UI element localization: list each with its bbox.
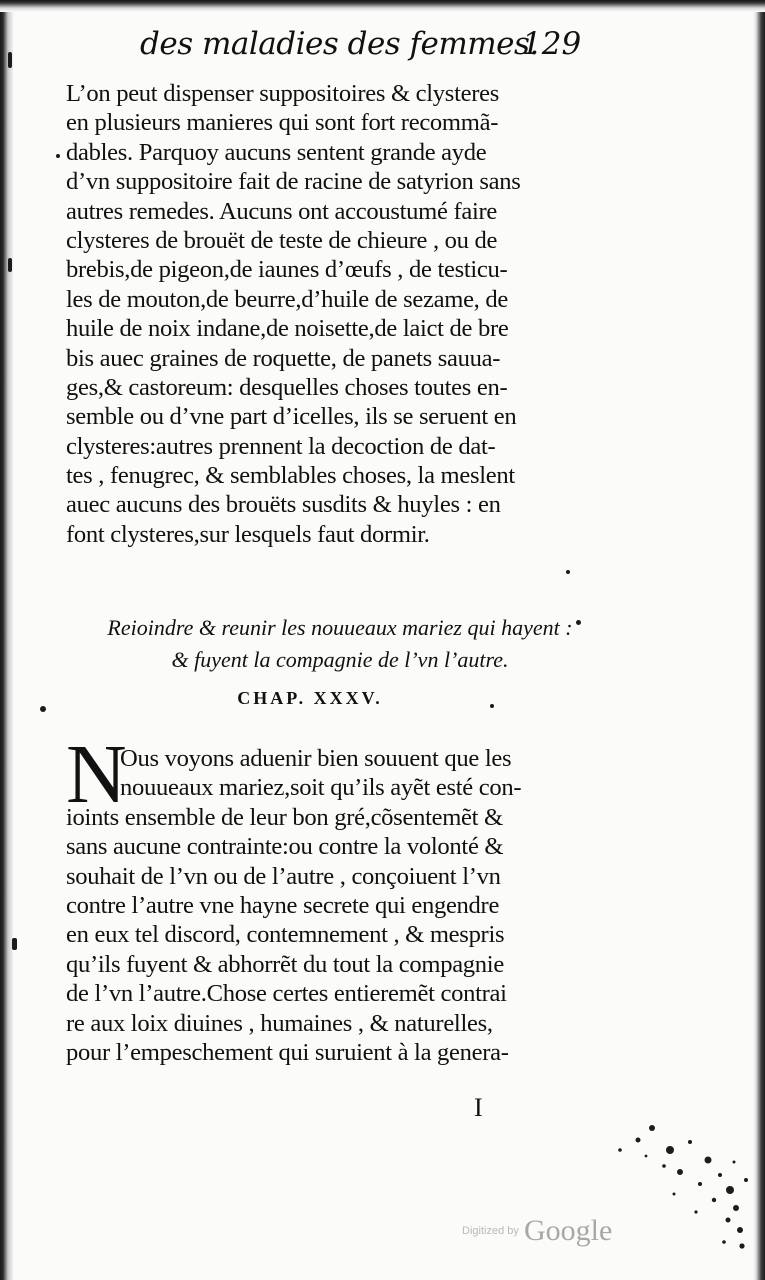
- text-line: font clysteres,sur lesquels faut dormir.: [66, 520, 430, 548]
- text-line: de l’vn l’autre.Chose certes entieremẽt contrai: [66, 980, 507, 1008]
- chapter-title-line: & fuyent la compagnie de l’vn l’autre.: [171, 647, 509, 672]
- text-line: tes , fenugrec, & semblables choses, la meslent: [66, 462, 515, 490]
- text-line: en eux tel discord, contemnement , & mespris: [66, 921, 505, 949]
- ink-speck: [490, 704, 494, 708]
- text-line: ioints ensemble de leur bon gré,cõsentemẽt &: [66, 803, 503, 831]
- text-line: dables. Parquoy aucuns sentent grande ayde: [66, 138, 487, 166]
- chapter-title: [60, 612, 620, 676]
- text-line: nouueaux mariez,soit qu’ils ayẽt esté con-: [120, 774, 522, 802]
- ink-speck: [8, 258, 12, 272]
- ink-speck: [40, 706, 46, 712]
- text-line: souhait de l’vn ou de l’autre , conçoiuent l’vn: [66, 862, 501, 890]
- text-line: d’vn suppositoire fait de racine de satyrion sans: [66, 168, 521, 196]
- text-line: semble ou d’vne part d’icelles, ils se seruent en: [66, 403, 517, 431]
- scan-border-right: [753, 0, 765, 1280]
- text-line: Ous voyons aduenir bien souuent que les: [120, 745, 512, 772]
- text-line: re aux loix diuines , humaines , & naturelles,: [66, 1009, 493, 1037]
- ink-speck: [566, 570, 570, 574]
- scan-border-left: [0, 0, 14, 1280]
- text-line: contre l’autre vne hayne secrete qui engendre: [66, 891, 500, 919]
- text-line: L’on peut dispenser suppositoires & clysteres: [66, 80, 499, 107]
- text-line: auec aucuns des brouëts susdits & huyles : en: [66, 491, 501, 519]
- text-line: clysteres:autres prennent la decoction de dat-: [66, 432, 496, 460]
- page-number: 129: [522, 26, 582, 62]
- ink-speck: [576, 620, 581, 625]
- text-line: qu’ils fuyent & abhorrẽt du tout la compagnie: [66, 950, 504, 978]
- paragraph-1: [66, 79, 586, 549]
- paragraph-2: [66, 744, 586, 1067]
- chapter-number: CHAP. XXXV.: [237, 688, 383, 708]
- text-line: ges,& castoreum: desquelles choses toutes en-: [66, 373, 508, 401]
- drop-cap: N: [66, 728, 127, 821]
- ink-speck: [8, 52, 12, 68]
- text-line: les de mouton,de beurre,d’huile de sezame, de: [66, 285, 508, 313]
- scan-border-top: [0, 0, 765, 12]
- running-head: des maladies des femmes.: [140, 26, 539, 62]
- watermark-small-text: Digitized by: [462, 1225, 519, 1237]
- chapter-title-line: Reioindre & reunir les nouueaux mariez qui hayent :: [107, 615, 573, 640]
- text-line: huile de noix indane,de noisette,de laict de bre: [66, 315, 509, 343]
- ink-speck: [56, 154, 60, 158]
- text-line: autres remedes. Aucuns ont accoustumé faire: [66, 197, 497, 225]
- text-line: pour l’empeschement qui suruient à la genera-: [66, 1038, 509, 1066]
- ink-speck: [12, 938, 17, 950]
- text-line: en plusieurs manieres qui sont fort recommã-: [66, 109, 499, 137]
- text-line: bis auec graines de roquette, de panets sauua-: [66, 344, 501, 372]
- signature-mark: I: [474, 1093, 483, 1122]
- text-line: clysteres de brouët de teste de chieure , ou de: [66, 226, 498, 254]
- text-line: sans aucune contrainte:ou contre la volonté &: [66, 833, 504, 861]
- watermark-logo-text: Google: [523, 1214, 613, 1247]
- digitized-watermark: [462, 1214, 612, 1248]
- text-line: brebis,de pigeon,de iaunes d’œufs , de testicu-: [66, 256, 508, 284]
